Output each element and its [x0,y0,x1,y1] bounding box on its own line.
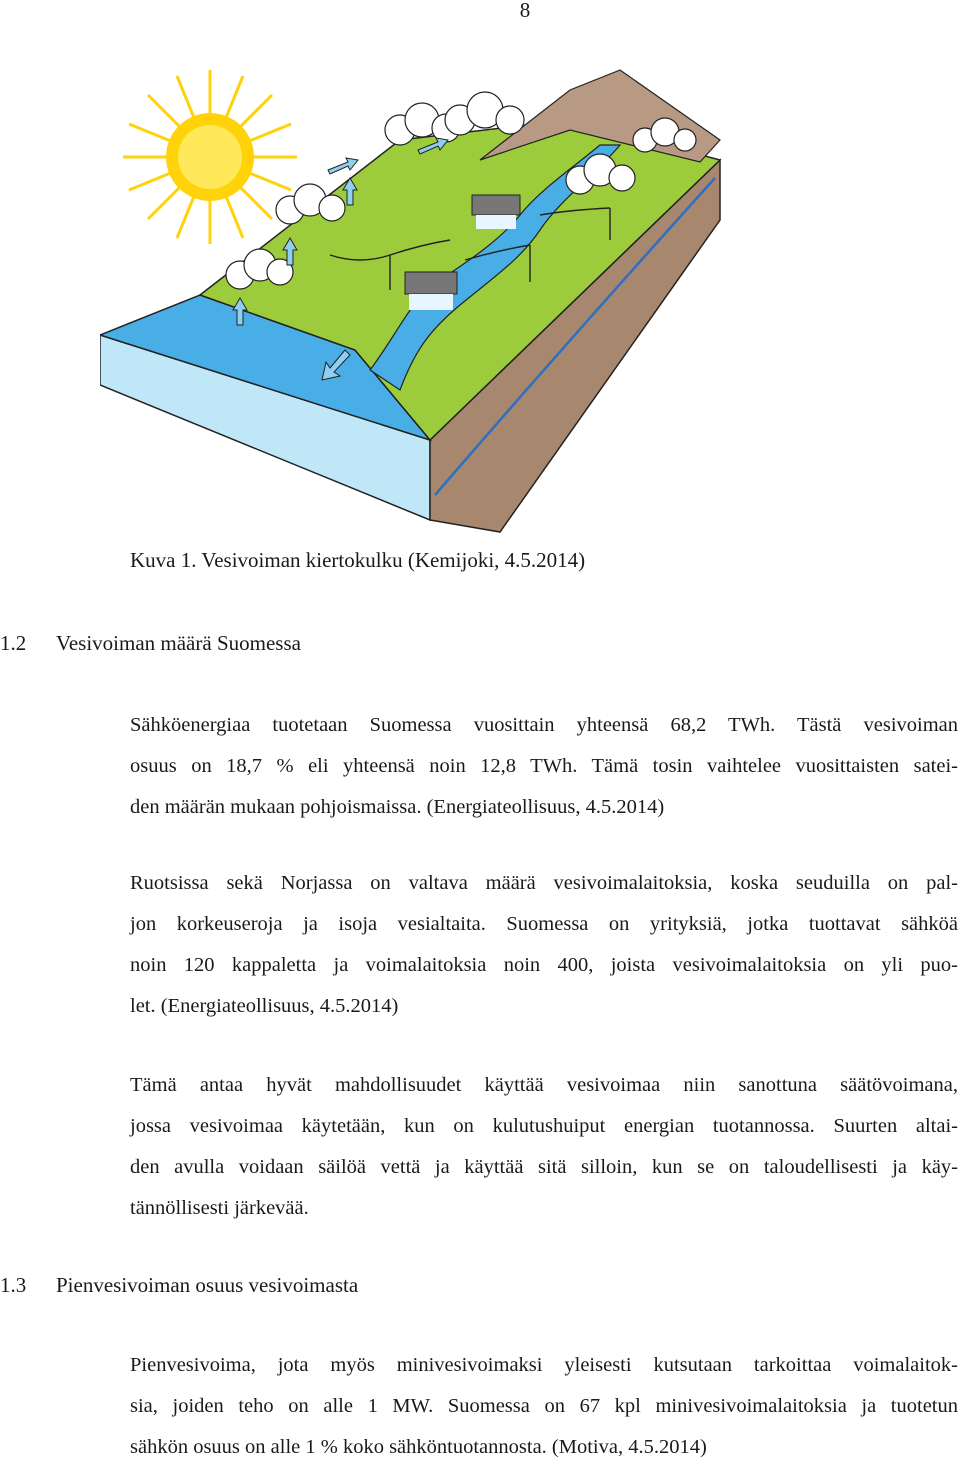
paragraph-line: jon korkeuseroja ja isoja vesialtaita. Suomessa on yrityksiä, jotka tuottavat sähköä [130,913,958,935]
paragraph-small-hydropower [130,1345,958,1468]
arrow-right-icon [328,158,358,174]
section-title: Vesivoiman määrä Suomessa [56,631,301,655]
paragraph-line: sähkön osuus on alle 1 % koko sähköntuotannosta. (Motiva, 4.5.2014) [130,1436,707,1458]
paragraph-sweden-norway [130,863,958,1027]
water-cycle-illustration [100,50,760,535]
hydropower-dam-lower [405,272,457,310]
section-title: Pienvesivoiman osuus vesivoimasta [56,1273,359,1297]
paragraph-line: den avulla voidaan säilöä vettä ja käyttää sitä silloin, kun se on taloudellisesti ja käy- [130,1156,958,1178]
paragraph-line: den määrän mukaan pohjoismaissa. (Energiateollisuus, 4.5.2014) [130,796,665,818]
paragraph-line: noin 120 kappaletta ja voimalaitoksia noin 400, joista vesivoimalaitoksia on yli puo- [130,954,958,976]
paragraph-regulating-power [130,1065,958,1229]
paragraph-line: osuus on 18,7 % eli yhteensä noin 12,8 TWh. Tämä tosin vaihtelee vuosittaisten satei- [130,755,958,777]
sun-icon [123,70,297,244]
paragraph-line: Sähköenergiaa tuotetaan Suomessa vuosittain yhteensä 68,2 TWh. Tästä vesivoiman [130,714,958,736]
paragraph-line: sia, joiden teho on alle 1 MW. Suomessa on 67 kpl minivesivoimalaitoksia ja tuotetun [130,1395,958,1417]
section-heading-1-3 [0,1273,358,1298]
figure-caption: Kuva 1. Vesivoiman kiertokulku (Kemijoki, 4.5.2014) [130,548,586,572]
section-number: 1.2 [0,631,27,655]
paragraph-electricity-production [130,705,958,828]
paragraph-line: jossa vesivoimaa käytetään, kun on kulutushuiput energian tuotannossa. Suurten altai- [130,1115,958,1137]
paragraph-line: tännöllisesti järkevää. [130,1197,309,1219]
cloud-icon [445,92,524,135]
water-cycle-figure [100,50,760,535]
section-heading-1-2 [0,631,301,656]
section-number: 1.3 [0,1273,27,1297]
page-number: 8 [519,0,531,22]
hydropower-dam-upper [472,195,520,229]
paragraph-line: Tämä antaa hyvät mahdollisuudet käyttää vesivoimaa niin sanottuna säätövoimana, [130,1074,958,1096]
paragraph-line: Ruotsissa sekä Norjassa on valtava määrä vesivoimalaitoksia, koska seuduilla on pal- [130,872,958,894]
paragraph-line: Pienvesivoima, jota myös minivesivoimaksi yleisesti kutsutaan tarkoittaa voimalaitok- [130,1354,958,1376]
paragraph-line: let. (Energiateollisuus, 4.5.2014) [130,995,399,1017]
